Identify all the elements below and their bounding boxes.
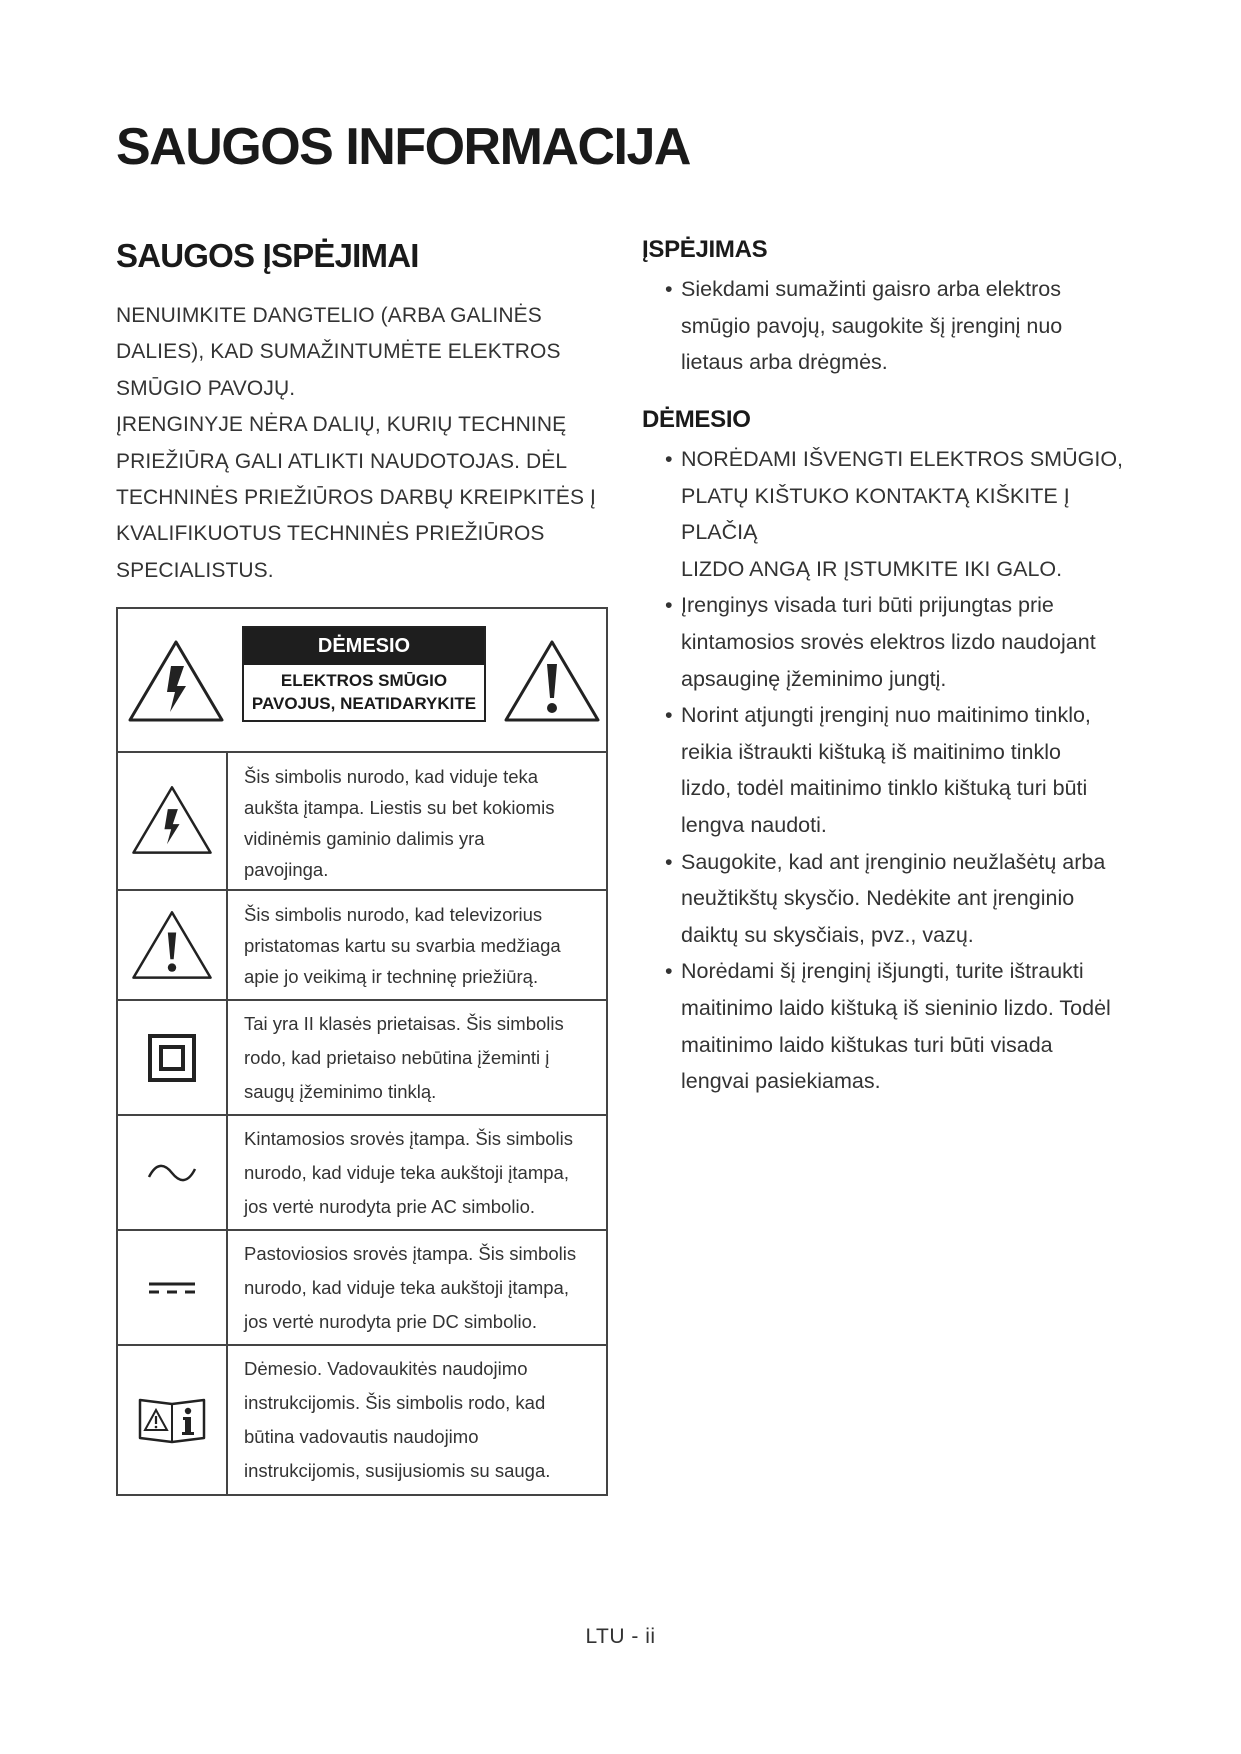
intro-warning-text: [116, 298, 616, 589]
symbol-text-line: Pastoviosios srovės įtampa. Šis simbolis: [244, 1243, 577, 1264]
caution-bullet: [665, 441, 1149, 587]
intro-line: KVALIFIKUOTUS TECHNINĖS PRIEŽIŪROS: [116, 522, 545, 546]
warning-bullet-list: [665, 271, 1149, 381]
bullet-line: PLATŲ KIŠTUKO KONTAKTĄ KIŠKITE Į PLAČIĄ: [681, 483, 1070, 545]
exclamation-triangle-icon: [118, 891, 228, 999]
bullet-icon: •: [665, 447, 673, 471]
intro-line: SPECIALISTUS.: [116, 558, 274, 582]
bullet-line: Įrenginys visada turi būti prijungtas prie: [681, 593, 1054, 618]
bullet-line: smūgio pavojų, saugokite šį įrenginį nuo: [681, 313, 1063, 338]
symbol-text-line: vidinėmis gaminio dalimis yra: [244, 828, 485, 849]
symbol-description: [244, 899, 561, 992]
bullet-line: apsauginę įžeminimo jungtį.: [681, 666, 947, 691]
symbol-row: [118, 1231, 606, 1346]
bullet-line: Norint atjungti įrenginį nuo maitinimo tinklo,: [681, 703, 1091, 728]
dc-lines-icon: [118, 1231, 228, 1344]
bullet-icon: •: [665, 959, 673, 984]
caution-bullet: [665, 697, 1149, 843]
symbol-text-line: rodo, kad prietaiso nebūtina įžeminti į: [244, 1047, 550, 1068]
bullet-line: lizdo, todėl maitinimo tinklo kištuką turi būti: [681, 776, 1088, 801]
warning-bullet: [665, 271, 1149, 381]
symbol-text-line: pristatomas kartu su svarbia medžiaga: [244, 935, 561, 956]
page-title: SAUGOS INFORMACIJA: [116, 118, 690, 176]
caution-text-line: ELEKTROS SMŪGIO: [280, 671, 448, 690]
caution-text: [244, 669, 484, 715]
bullet-line: Saugokite, kad ant įrenginio neužlašėtų arba: [681, 849, 1106, 874]
caution-bullet: [665, 587, 1149, 697]
symbol-text-line: instrukcijomis, susijusiomis su sauga.: [244, 1460, 551, 1481]
symbol-text-line: jos vertė nurodyta prie DC simbolio.: [244, 1311, 538, 1332]
lightning-triangle-icon: [126, 638, 226, 729]
intro-line: NENUIMKITE DANGTELIO (ARBA GALINĖS: [116, 304, 542, 327]
bullet-line: Norėdami šį įrenginį išjungti, turite ištraukti: [681, 959, 1084, 984]
symbol-description: [244, 1352, 550, 1488]
symbol-text-line: apie jo veikimą ir techninę priežiūrą.: [244, 966, 539, 987]
manual-book-icon: [118, 1346, 228, 1494]
symbol-text-line: būtina vadovautis naudojimo: [244, 1426, 479, 1447]
ac-wave-icon: [118, 1116, 228, 1229]
section-heading-safety-warnings: SAUGOS ĮSPĖJIMAI: [116, 237, 419, 274]
intro-line: DALIES), KAD SUMAŽINTUMĖTE ELEKTROS: [116, 340, 561, 364]
bullet-line: kintamosios srovės elektros lizdo naudojant: [681, 629, 1096, 654]
warning-heading: ĮSPĖJIMAS: [642, 236, 768, 263]
page-number: LTU - ii: [585, 1625, 656, 1648]
caution-text-line: PAVOJUS, NEATIDARYKITE: [251, 694, 477, 713]
bullet-line: lietaus arba drėgmės.: [681, 350, 888, 375]
caution-bullet: [665, 844, 1149, 954]
bullet-line: Siekdami sumažinti gaisro arba elektros: [681, 277, 1061, 301]
symbol-text-line: pavojinga.: [244, 859, 329, 880]
safety-symbols-table: [116, 607, 608, 1496]
caution-label: DĖMESIO: [244, 628, 484, 665]
intro-line: SMŪGIO PAVOJŲ.: [116, 376, 296, 400]
symbol-text-line: Šis simbolis nurodo, kad viduje teka: [244, 766, 539, 787]
symbol-description: [244, 1237, 576, 1339]
symbol-row: [118, 891, 606, 1001]
symbol-text-line: jos vertė nurodyta prie AC simbolio.: [244, 1196, 535, 1217]
symbol-description: [244, 1122, 573, 1224]
caution-bullet: [665, 953, 1149, 1099]
bullet-icon: •: [665, 593, 673, 618]
bullet-line: lengvai pasiekiamas.: [681, 1069, 881, 1094]
caution-header-row: [118, 609, 606, 753]
symbol-text-line: Dėmesio. Vadovaukitės naudojimo: [244, 1358, 528, 1379]
caution-heading: DĖMESIO: [642, 406, 751, 433]
exclamation-triangle-icon: [502, 638, 602, 729]
symbol-text-line: nurodo, kad viduje teka aukštoji įtampa,: [244, 1277, 569, 1298]
bullet-icon: •: [665, 277, 673, 301]
bullet-line: lengva naudoti.: [681, 812, 827, 837]
symbol-text-line: nurodo, kad viduje teka aukštoji įtampa,: [244, 1162, 569, 1183]
bullet-line: maitinimo laido kištuką iš sieninio lizdo. Todėl: [681, 995, 1111, 1020]
double-square-icon: [118, 1001, 228, 1114]
symbol-description: [244, 1007, 564, 1109]
symbol-text-line: Tai yra II klasės prietaisas. Šis simbolis: [244, 1013, 564, 1034]
symbol-row: [118, 1116, 606, 1231]
bullet-line: neužtikštų skysčio. Nedėkite ant įrenginio: [681, 886, 1075, 911]
symbol-text-line: instrukcijomis. Šis simbolis rodo, kad: [244, 1392, 546, 1413]
bullet-line: daiktų su skysčiais, pvz., vazų.: [681, 922, 974, 947]
symbol-row: [118, 751, 606, 891]
intro-line: TECHNINĖS PRIEŽIŪROS DARBŲ KREIPKITĖS Į: [116, 486, 596, 510]
lightning-triangle-icon: [118, 751, 228, 889]
symbol-text-line: Šis simbolis nurodo, kad televizorius: [244, 904, 543, 925]
bullet-line: NORĖDAMI IŠVENGTI ELEKTROS SMŪGIO,: [681, 447, 1124, 471]
bullet-icon: •: [665, 703, 673, 728]
intro-line: ĮRENGINYJE NĖRA DALIŲ, KURIŲ TECHNINĘ: [116, 413, 567, 437]
intro-line: PRIEŽIŪRĄ GALI ATLIKTI NAUDOTOJAS. DĖL: [116, 449, 568, 473]
bullet-line: reikia ištraukti kištuką iš maitinimo tinklo: [681, 739, 1061, 764]
symbol-text-line: saugų įžeminimo tinklą.: [244, 1081, 437, 1102]
bullet-icon: •: [665, 849, 673, 874]
bullet-line: maitinimo laido kištukas turi būti visada: [681, 1032, 1053, 1057]
symbol-description: [244, 761, 555, 885]
symbol-text-line: Kintamosios srovės įtampa. Šis simbolis: [244, 1128, 573, 1149]
symbol-row: [118, 1346, 606, 1494]
bullet-line: LIZDO ANGĄ IR ĮSTUMKITE IKI GALO.: [681, 556, 1063, 581]
symbol-text-line: aukšta įtampa. Liestis su bet kokiomis: [244, 797, 555, 818]
symbol-row: [118, 1001, 606, 1116]
caution-label-box: [242, 626, 486, 722]
caution-bullet-list: [665, 441, 1149, 1100]
